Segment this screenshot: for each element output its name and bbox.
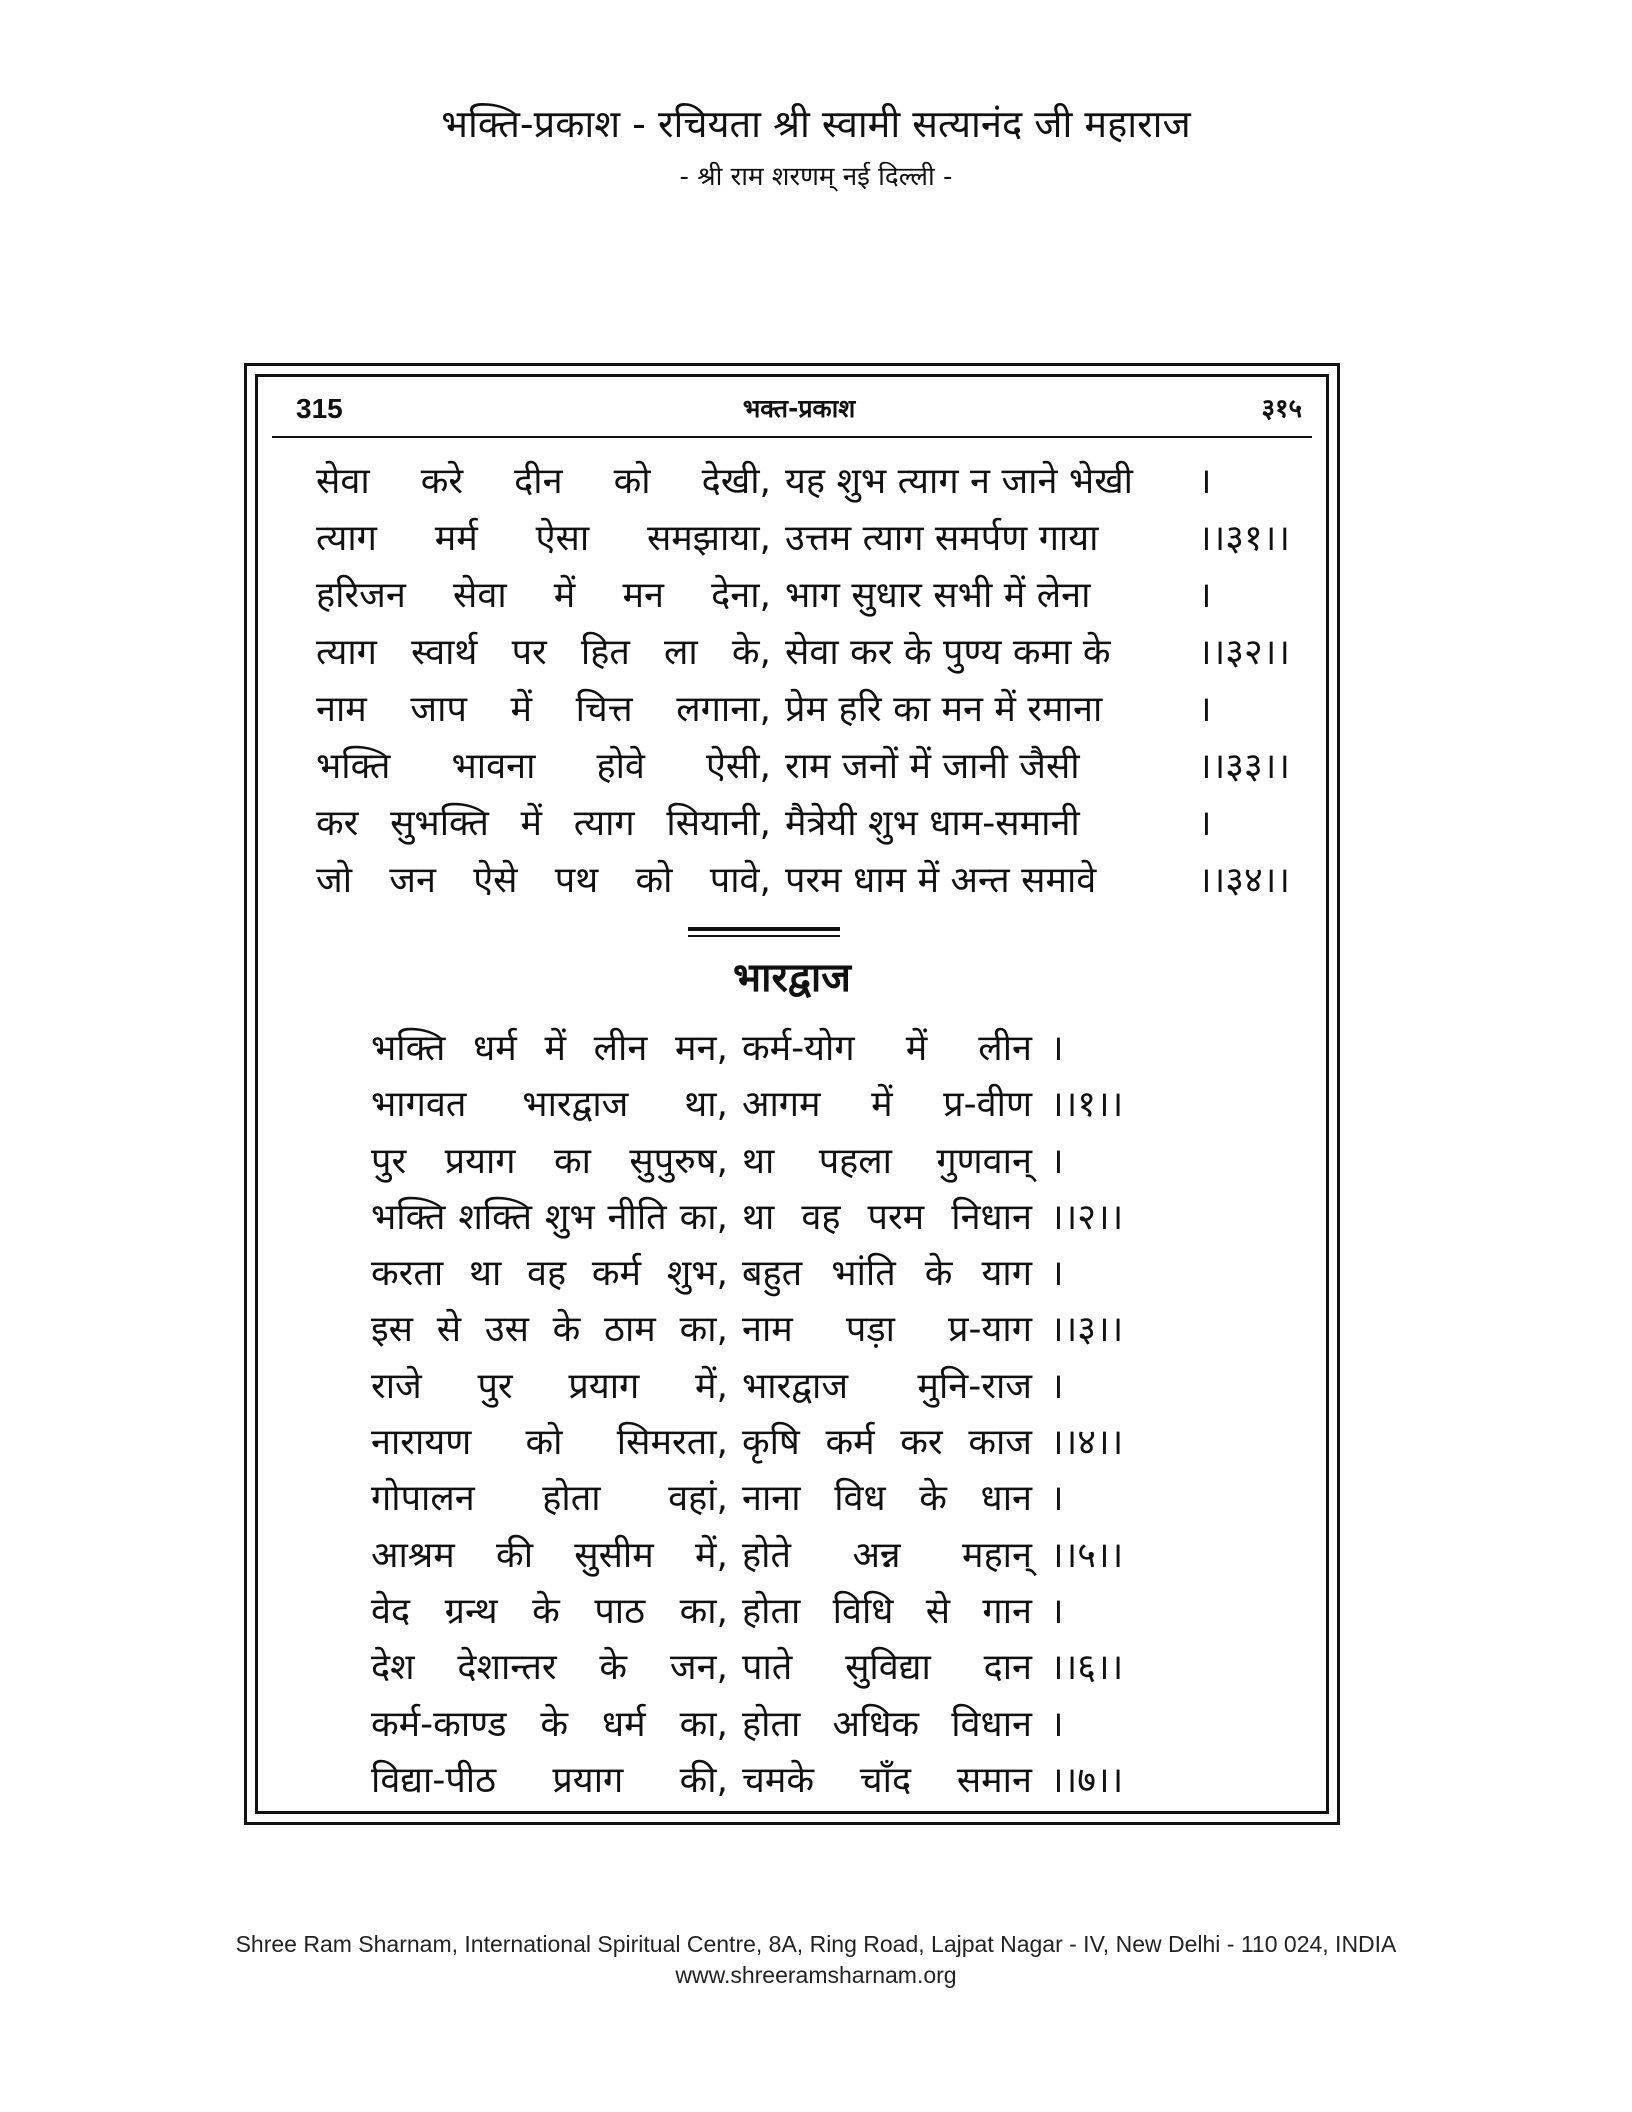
verse-first-half: गोपालन होता वहां, [371,1478,728,1520]
verse-second-half: सेवा कर के पुण्य कमा के [785,632,1111,673]
verse-second-half: था वह परम निधान [742,1196,1032,1238]
verse-marker: । [1050,1478,1064,1520]
verse-line [316,624,1326,681]
verse-second-half: होता विधि से गान [742,1590,1032,1632]
verse-second-half: उत्तम त्याग समर्पण गाया [785,518,1099,559]
verse-first-half: देश देशान्तर के जन, [371,1647,728,1689]
verse-line [371,1697,1271,1753]
verse-second-half: मैत्रेयी शुभ धाम-समानी [785,803,1080,844]
verse-second-half: राम जनों में जानी जैसी [785,746,1080,787]
verse-first-half: वेद ग्रन्थ के पाठ का, [371,1590,728,1632]
scanned-page-frame [244,363,1340,1825]
verse-first-half: भक्ति धर्म में लीन मन, [371,1028,728,1069]
verse-first-half: भागवत भारद्वाज था, [371,1084,728,1126]
verse-marker: । [1050,1590,1064,1632]
running-title: भक्त-प्रकाश [742,394,856,423]
verse-line [316,453,1326,510]
verse-line [316,510,1326,567]
verse-line [371,1640,1271,1696]
header-rule [272,436,1312,438]
verse-first-half: सेवा करे दीन को देखी, [316,461,771,502]
verse-first-half: त्याग स्वार्थ पर हित ला के, [316,632,771,673]
verse-line [371,1528,1271,1584]
verse-second-half: नाम पड़ा प्र-याग [742,1309,1032,1351]
verse-first-half: करता था वह कर्म शुभ, [371,1253,728,1295]
verse-marker: । [1198,803,1212,844]
verse-line [371,1584,1271,1640]
verse-marker: ।।३१।। [1198,518,1291,559]
verse-second-half: यह शुभ त्याग न जाने भेखी [785,461,1133,502]
verse-line [371,1021,1271,1077]
verse-line [371,1077,1271,1133]
verse-line [316,567,1326,624]
verse-line [371,1134,1271,1190]
document-header-subtitle: - श्री राम शरणम् नई दिल्ली - [679,162,953,192]
verse-marker: ।।३।। [1050,1309,1124,1351]
inner-border [255,374,1329,1814]
section-divider [688,927,840,937]
verse-first-half: कर सुभक्ति में त्याग सियानी, [316,803,771,844]
verse-first-half: हरिजन सेवा में मन देना, [316,575,771,616]
verse-first-half: नाम जाप में चित्त लगाना, [316,689,771,730]
verse-marker: ।।३३।। [1198,746,1291,787]
verse-first-half: जो जन ऐसे पथ को पावे, [316,860,771,901]
verse-line [371,1415,1271,1471]
verse-line [316,738,1326,795]
verse-first-half: भक्ति भावना होवे ऐसी, [316,746,771,787]
verse-second-half: कृषि कर्म कर काज [742,1422,1032,1464]
verse-second-half: चमके चाँद समान [742,1759,1032,1801]
verse-first-half: विद्या-पीठ प्रयाग की, [371,1759,728,1801]
verse-marker: ।।४।। [1050,1422,1124,1464]
verse-marker: । [1050,1253,1064,1295]
page-number-left: 315 [296,393,343,424]
verse-marker: । [1198,575,1212,616]
verse-second-half: कर्म-योग में लीन [742,1028,1032,1069]
verse-line [371,1753,1271,1809]
verse-block-1 [316,453,1326,909]
verse-marker: ।।१।। [1050,1084,1124,1126]
verse-marker: । [1050,1028,1064,1069]
section-title: भारद्वाज [733,955,851,1001]
verse-second-half: आगम में प्र-वीण [742,1084,1032,1126]
verse-second-half: नाना विध के धान [742,1478,1032,1520]
verse-marker: ।।३२।। [1198,632,1291,673]
verse-second-half: था पहला गुणवान् [742,1140,1032,1182]
verse-first-half: नारायण को सिमरता, [371,1422,728,1464]
verse-marker: ।।२।। [1050,1196,1124,1238]
verse-marker: ।।३४।। [1198,860,1291,901]
verse-second-half: बहुत भांति के याग [742,1253,1032,1295]
verse-second-half: परम धाम में अन्त समावे [785,860,1097,901]
footer-website: www.shreeramsharnam.org [675,1962,957,1988]
verse-marker: । [1050,1140,1064,1182]
verse-line [371,1471,1271,1527]
verse-line [316,795,1326,852]
verse-line [371,1359,1271,1415]
verse-first-half: राजे पुर प्रयाग में, [371,1365,728,1407]
verse-line [316,681,1326,738]
verse-first-half: कर्म-काण्ड के धर्म का, [371,1703,728,1745]
verse-marker: ।।६।। [1050,1647,1124,1689]
verse-first-half: त्याग मर्म ऐसा समझाया, [316,518,771,559]
verse-block-2 [371,1021,1271,1809]
verse-marker: ।।७।। [1050,1759,1124,1801]
verse-first-half: पुर प्रयाग का सुपुरुष, [371,1140,728,1182]
verse-second-half: पाते सुविद्या दान [742,1647,1032,1689]
verse-line [371,1190,1271,1246]
verse-second-half: भारद्वाज मुनि-राज [742,1365,1032,1407]
verse-second-half: होता अधिक विधान [742,1703,1032,1745]
verse-marker: ।।५।। [1050,1534,1124,1576]
verse-first-half: इस से उस के ठाम का, [371,1309,728,1351]
verse-marker: । [1050,1703,1064,1745]
verse-second-half: प्रेम हरि का मन में रमाना [785,689,1103,730]
verse-marker: । [1198,689,1212,730]
verse-first-half: आश्रम की सुसीम में, [371,1534,728,1576]
running-header [296,389,1302,429]
footer-address: Shree Ram Sharnam, International Spiritual Centre, 8A, Ring Road, Lajpat Nagar - IV, New Delhi - 110 024, INDIA [235,1931,1397,1957]
document-header-title: भक्ति-प्रकाश - रचियता श्री स्वामी सत्यानंद जी महाराज [441,102,1191,146]
verse-second-half: होते अन्न महान् [742,1534,1032,1576]
verse-marker: । [1050,1365,1064,1407]
verse-second-half: भाग सुधार सभी में लेना [785,575,1091,616]
verse-line [316,852,1326,909]
page-number-right: ३१५ [1261,394,1302,424]
verse-line [371,1246,1271,1302]
verse-line [371,1302,1271,1358]
verse-first-half: भक्ति शक्ति शुभ नीति का, [371,1196,728,1238]
verse-marker: । [1198,461,1212,502]
